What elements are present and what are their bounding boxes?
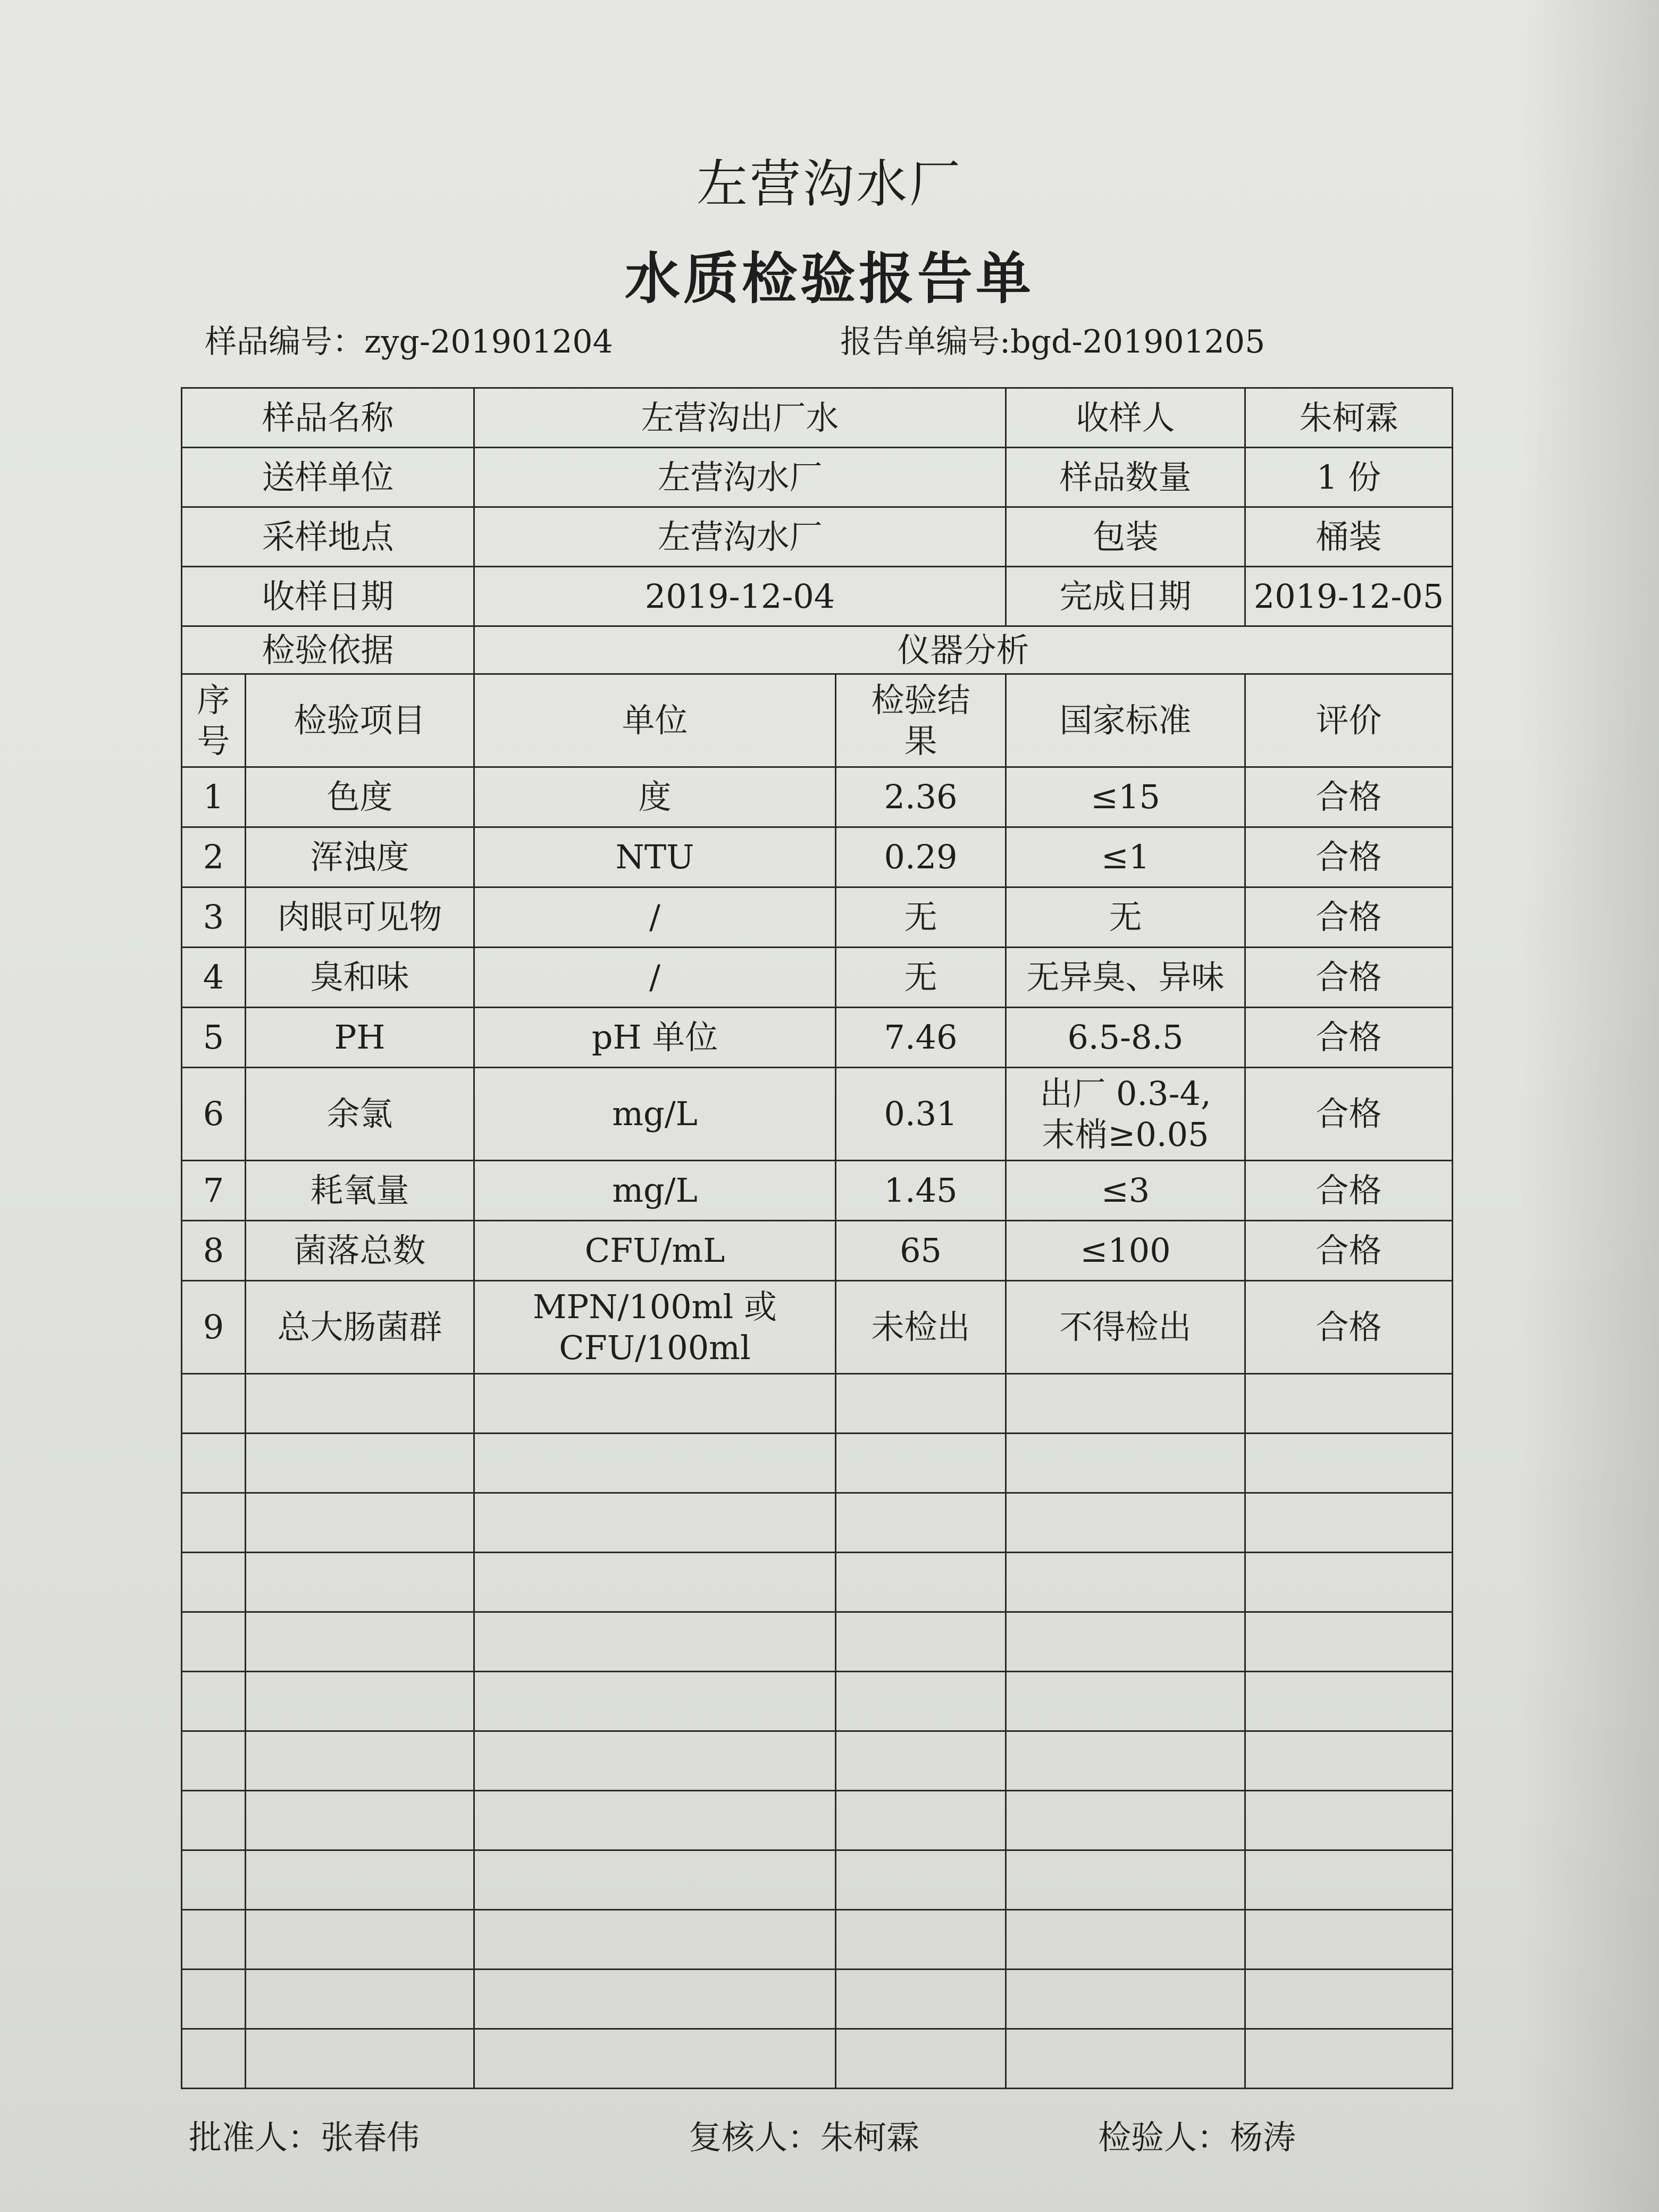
cell-unit: mg/L <box>474 1161 836 1221</box>
info-value: 左营沟水厂 <box>474 448 1006 507</box>
report-number <box>840 316 1265 362</box>
cell-result: 65 <box>836 1221 1006 1281</box>
cell-no: 5 <box>182 1008 246 1068</box>
table-row <box>182 948 1453 1008</box>
cell-item: 总大肠菌群 <box>246 1281 474 1374</box>
cell-item: PH <box>246 1008 474 1068</box>
cell-no: 8 <box>182 1221 246 1281</box>
cell-unit: mg/L <box>474 1068 836 1161</box>
sample-number <box>205 316 613 362</box>
sample-number-value: zyg-201901204 <box>364 323 613 361</box>
table-row <box>182 1161 1453 1221</box>
info-value: 1 份 <box>1245 448 1453 507</box>
cell-eval: 合格 <box>1245 1221 1453 1281</box>
cell-eval: 合格 <box>1245 1068 1453 1161</box>
info-label: 收样人 <box>1006 388 1245 448</box>
cell-standard: ≤1 <box>1006 827 1245 887</box>
empty-row <box>182 1493 1453 1553</box>
approver-signature <box>189 2111 420 2158</box>
cell-result: 未检出 <box>836 1281 1006 1374</box>
sample-number-label: 样品编号： <box>205 323 364 361</box>
info-value: 左营沟出厂水 <box>474 388 1006 448</box>
org-title: 左营沟水厂 <box>697 154 962 214</box>
cell-standard: 6.5-8.5 <box>1006 1008 1245 1068</box>
info-label: 送样单位 <box>182 448 474 507</box>
cell-no: 6 <box>182 1068 246 1161</box>
cell-no: 3 <box>182 887 246 948</box>
table-row <box>182 1221 1453 1281</box>
info-value: 桶装 <box>1245 507 1453 567</box>
empty-row <box>182 1553 1453 1612</box>
table-row <box>182 1281 1453 1374</box>
cell-result: 1.45 <box>836 1161 1006 1221</box>
cell-unit: MPN/100ml 或 CFU/100ml <box>474 1281 836 1374</box>
approver-label: 批准人： <box>189 2118 321 2157</box>
cell-item: 色度 <box>246 767 474 827</box>
cell-no: 2 <box>182 827 246 887</box>
info-value: 2019-12-04 <box>474 567 1006 626</box>
reviewer-signature <box>689 2111 919 2158</box>
cell-unit: NTU <box>474 827 836 887</box>
cell-no: 7 <box>182 1161 246 1221</box>
cell-no: 1 <box>182 767 246 827</box>
cell-eval: 合格 <box>1245 1281 1453 1374</box>
empty-row <box>182 1970 1453 2029</box>
info-label: 包装 <box>1006 507 1245 567</box>
cell-no: 4 <box>182 948 246 1008</box>
basis-label: 检验依据 <box>182 626 474 674</box>
col-header-item: 检验项目 <box>246 674 474 767</box>
cell-unit: 度 <box>474 767 836 827</box>
cell-item: 臭和味 <box>246 948 474 1008</box>
empty-row <box>182 1791 1453 1850</box>
basis-row <box>182 626 1453 674</box>
report-number-value: bgd-201901205 <box>1010 323 1266 361</box>
cell-standard: ≤15 <box>1006 767 1245 827</box>
info-value: 朱柯霖 <box>1245 388 1453 448</box>
col-header-unit: 单位 <box>474 674 836 767</box>
cell-result: 无 <box>836 948 1006 1008</box>
cell-unit: pH 单位 <box>474 1008 836 1068</box>
cell-eval: 合格 <box>1245 827 1453 887</box>
cell-item: 肉眼可见物 <box>246 887 474 948</box>
cell-item: 余氯 <box>246 1068 474 1161</box>
info-label: 收样日期 <box>182 567 474 626</box>
cell-standard: 无异臭、异味 <box>1006 948 1245 1008</box>
empty-row <box>182 1850 1453 1910</box>
info-label: 采样地点 <box>182 507 474 567</box>
info-value: 2019-12-05 <box>1245 567 1453 626</box>
empty-row <box>182 1672 1453 1731</box>
col-header-result: 检验结 果 <box>836 674 1006 767</box>
info-label: 样品名称 <box>182 388 474 448</box>
report-number-label: 报告单编号: <box>840 323 1011 361</box>
cell-result: 7.46 <box>836 1008 1006 1068</box>
column-header-row <box>182 674 1453 767</box>
cell-standard: 不得检出 <box>1006 1281 1245 1374</box>
cell-eval: 合格 <box>1245 887 1453 948</box>
cell-item: 菌落总数 <box>246 1221 474 1281</box>
empty-row <box>182 1731 1453 1791</box>
col-header-standard: 国家标准 <box>1006 674 1245 767</box>
empty-row <box>182 1434 1453 1493</box>
empty-row <box>182 2029 1453 2089</box>
info-row <box>182 448 1453 507</box>
cell-standard: ≤3 <box>1006 1161 1245 1221</box>
info-value: 左营沟水厂 <box>474 507 1006 567</box>
cell-eval: 合格 <box>1245 1161 1453 1221</box>
cell-eval: 合格 <box>1245 767 1453 827</box>
report-table <box>181 387 1453 2089</box>
inspector-label: 检验人： <box>1098 2118 1230 2157</box>
empty-row <box>182 1612 1453 1672</box>
cell-result: 0.31 <box>836 1068 1006 1161</box>
info-label: 完成日期 <box>1006 567 1245 626</box>
empty-row <box>182 1374 1453 1434</box>
paper-shadow <box>1521 0 1659 2212</box>
inspector-signature <box>1098 2111 1296 2158</box>
cell-no: 9 <box>182 1281 246 1374</box>
cell-standard: ≤100 <box>1006 1221 1245 1281</box>
cell-eval: 合格 <box>1245 948 1453 1008</box>
cell-unit: CFU/mL <box>474 1221 836 1281</box>
col-header-no: 序 号 <box>182 674 246 767</box>
table-row <box>182 827 1453 887</box>
info-row <box>182 567 1453 626</box>
basis-value: 仪器分析 <box>474 626 1453 674</box>
cell-unit: / <box>474 887 836 948</box>
info-row <box>182 388 1453 448</box>
empty-row <box>182 1910 1453 1970</box>
table-row <box>182 1008 1453 1068</box>
cell-standard: 出厂 0.3-4, 末梢≥0.05 <box>1006 1068 1245 1161</box>
cell-unit: / <box>474 948 836 1008</box>
cell-eval: 合格 <box>1245 1008 1453 1068</box>
table-row <box>182 887 1453 948</box>
table-row <box>182 767 1453 827</box>
info-row <box>182 507 1453 567</box>
cell-item: 浑浊度 <box>246 827 474 887</box>
info-label: 样品数量 <box>1006 448 1245 507</box>
report-title: 水质检验报告单 <box>624 246 1034 311</box>
cell-result: 2.36 <box>836 767 1006 827</box>
table-row <box>182 1068 1453 1161</box>
cell-result: 0.29 <box>836 827 1006 887</box>
reviewer-label: 复核人： <box>689 2118 821 2157</box>
cell-result: 无 <box>836 887 1006 948</box>
approver-name: 张春伟 <box>321 2118 420 2157</box>
reviewer-name: 朱柯霖 <box>820 2118 920 2157</box>
inspector-name: 杨涛 <box>1230 2118 1296 2157</box>
cell-standard: 无 <box>1006 887 1245 948</box>
cell-item: 耗氧量 <box>246 1161 474 1221</box>
col-header-evaluation: 评价 <box>1245 674 1453 767</box>
